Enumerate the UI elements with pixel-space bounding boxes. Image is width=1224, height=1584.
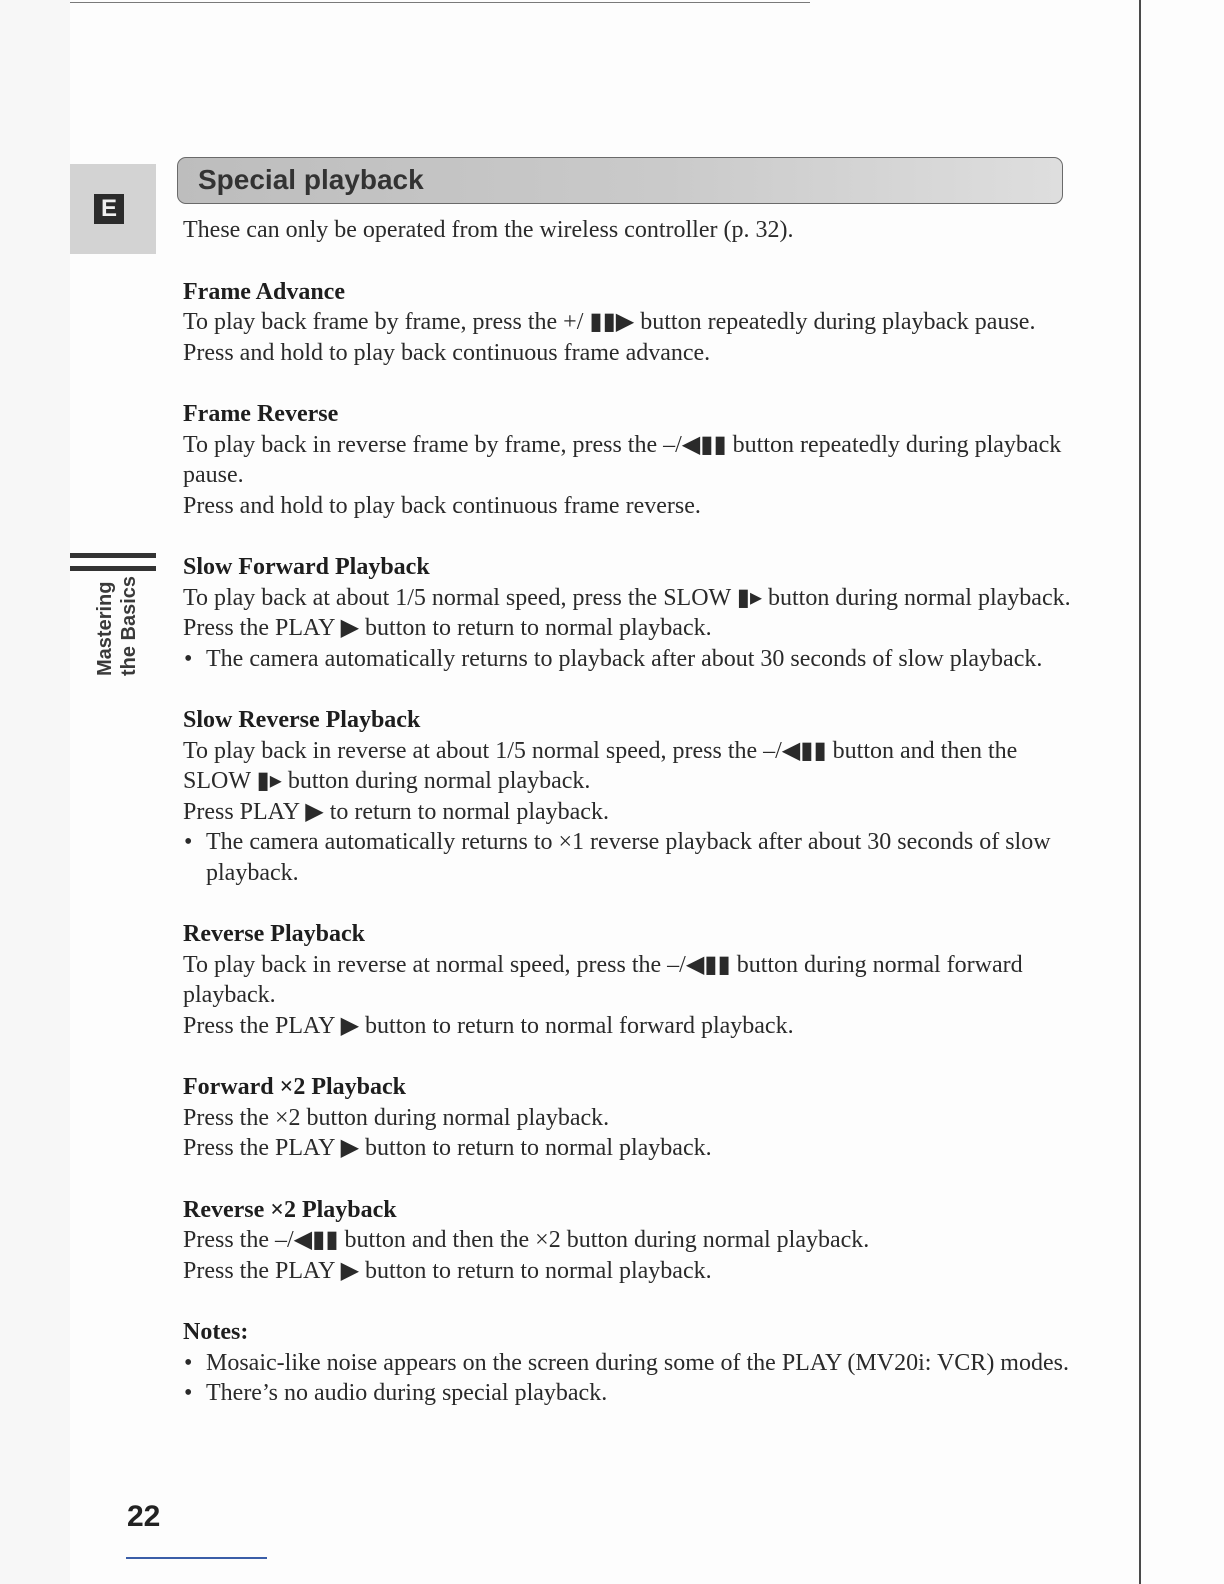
section-text: To play back at about 1/5 normal speed, press the SLOW ▮▸ button during normal playback. (183, 584, 1071, 611)
section (183, 552, 1073, 674)
section-heading: Frame Advance (183, 278, 345, 305)
section-heading: Forward ×2 Playback (183, 1074, 406, 1100)
section (183, 1195, 1073, 1287)
section-side-label: Mastering the Basics (94, 575, 140, 676)
title-bar (177, 157, 1063, 204)
section (183, 705, 1073, 888)
section-heading: Slow Reverse Playback (183, 707, 421, 733)
section-text: Press and hold to play back continuous frame advance. (183, 339, 711, 366)
section-heading: Reverse ×2 Playback (183, 1196, 397, 1223)
bullet-item: • Mosaic-like noise appears on the screen during some of the PLAY (MV20i: VCR) modes. (183, 1348, 1073, 1379)
bullet-item: • There’s no audio during special playback. (183, 1378, 1073, 1409)
section-heading: Frame Reverse (183, 401, 339, 427)
bottom-rule (126, 1557, 267, 1559)
section (183, 1317, 1073, 1409)
section-text: Press the PLAY ▶ button to return to normal playback. (183, 1257, 712, 1284)
page-number: 22 (127, 1500, 161, 1533)
section-text: Press the PLAY ▶ button to return to normal playback. (183, 615, 712, 641)
section-text: Press the PLAY ▶ button to return to normal forward playback. (183, 1012, 794, 1039)
main-content (183, 215, 1073, 1440)
sections-list (183, 277, 1073, 1409)
bullet-item: • The camera automatically returns to playback after about 30 seconds of slow playback. (183, 644, 1073, 675)
section-text: Press the ×2 button during normal playback. (183, 1104, 610, 1131)
left-margin (0, 0, 70, 1584)
section (183, 1072, 1073, 1164)
language-indicator: E (94, 194, 124, 224)
section-text: Press the –/◀▮▮ button and then the ×2 button during normal playback. (183, 1227, 870, 1253)
section-text: Press the PLAY ▶ button to return to normal playback. (183, 1135, 712, 1161)
section-text: To play back in reverse at about 1/5 normal speed, press the –/◀▮▮ button and then the SLOW ▮▸ button during normal playback. (183, 737, 1018, 794)
bullet-item: • The camera automatically returns to ×1 reverse playback after about 30 seconds of slow playback. (183, 827, 1073, 888)
section (183, 277, 1073, 369)
section-text: Press PLAY ▶ to return to normal playback. (183, 798, 609, 825)
section-text: To play back frame by frame, press the +/ ▮▮▶ button repeatedly during playback pause. (183, 309, 1036, 335)
page-title: Special playback (198, 164, 424, 195)
section-text: To play back in reverse frame by frame, press the –/◀▮▮ button repeatedly during playback pause. (183, 431, 1062, 488)
right-rule (1139, 0, 1141, 1584)
top-rule (70, 2, 810, 3)
section (183, 919, 1073, 1041)
section-text: To play back in reverse at normal speed, press the –/◀▮▮ button during normal forward playback. (183, 951, 1023, 1008)
intro-text: These can only be operated from the wireless controller (p. 32). (183, 217, 794, 243)
section (183, 399, 1073, 521)
section-text: Press and hold to play back continuous frame reverse. (183, 492, 701, 519)
section-heading: Reverse Playback (183, 921, 365, 947)
section-heading: Notes: (183, 1319, 249, 1345)
section-heading: Slow Forward Playback (183, 554, 430, 580)
